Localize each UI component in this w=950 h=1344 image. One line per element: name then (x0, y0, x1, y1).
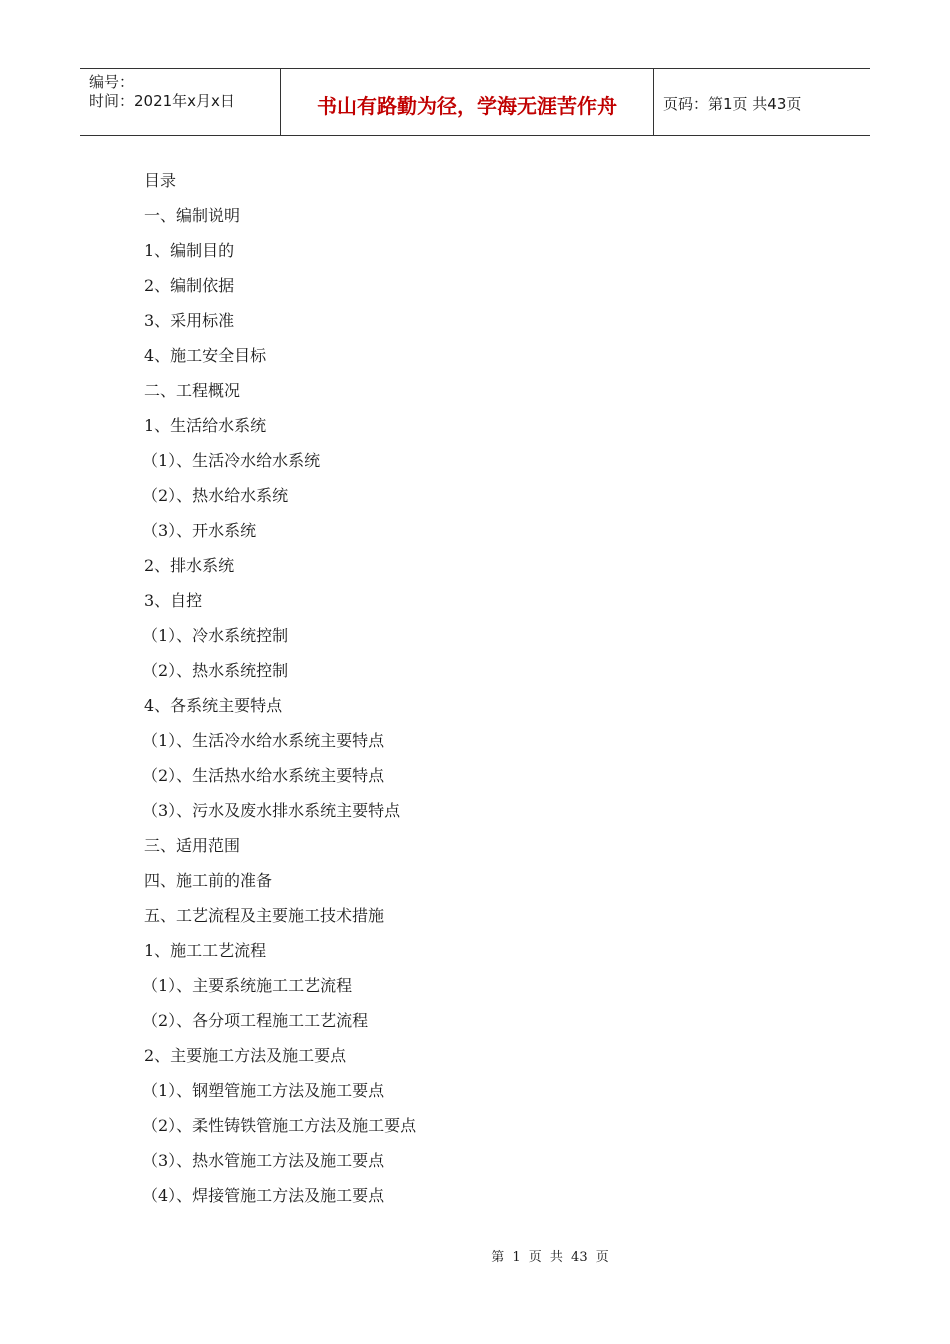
toc-item: （4）、焊接管施工方法及施工要点 (142, 1186, 385, 1205)
toc-title: 目录 (144, 171, 177, 190)
document-date: 时间：2021年x月x日 (89, 92, 235, 110)
toc-item: 2、排水系统 (144, 556, 235, 575)
toc-item: （2）、热水给水系统 (142, 486, 289, 505)
toc-item: 五、工艺流程及主要施工技术措施 (144, 906, 385, 925)
toc-item: 2、编制依据 (144, 276, 235, 295)
toc-item: （2）、热水系统控制 (142, 661, 289, 680)
toc-item: 四、施工前的准备 (144, 871, 273, 890)
header-page-info: 页码：第1页 共43页 (663, 94, 802, 113)
toc-item: （1）、主要系统施工工艺流程 (142, 976, 353, 995)
toc-item: 1、编制目的 (144, 241, 235, 260)
toc-item: （2）、生活热水给水系统主要特点 (142, 766, 385, 785)
header-meta (80, 69, 281, 135)
toc-item: 4、施工安全目标 (144, 346, 267, 365)
toc-item: 3、采用标准 (144, 311, 235, 330)
toc-item: （1）、生活冷水给水系统 (142, 451, 321, 470)
toc-item: （3）、热水管施工方法及施工要点 (142, 1151, 385, 1170)
toc-item: 2、主要施工方法及施工要点 (144, 1046, 347, 1065)
toc-item: 三、适用范围 (144, 836, 241, 855)
header-motto: 书山有路勤为径，学海无涯苦作舟 (281, 69, 654, 135)
toc-item: 3、自控 (144, 591, 203, 610)
toc-item: （3）、污水及废水排水系统主要特点 (142, 801, 401, 820)
toc-item: （2）、柔性铸铁管施工方法及施工要点 (142, 1116, 417, 1135)
page-footer: 第 1 页 共 43 页 (491, 1250, 609, 1265)
toc-item: 二、工程概况 (144, 381, 241, 400)
toc-item: 4、各系统主要特点 (144, 696, 283, 715)
page-header (80, 68, 870, 136)
toc-item: （3）、开水系统 (142, 521, 257, 540)
toc-item: （1）、冷水系统控制 (142, 626, 289, 645)
toc-item: （1）、钢塑管施工方法及施工要点 (142, 1081, 385, 1100)
toc-item: （1）、生活冷水给水系统主要特点 (142, 731, 385, 750)
document-number-label: 编号： (89, 73, 135, 91)
toc-item: 一、编制说明 (144, 206, 241, 225)
toc-item: 1、生活给水系统 (144, 416, 267, 435)
toc-item: （2）、各分项工程施工工艺流程 (142, 1011, 369, 1030)
toc-item: 1、施工工艺流程 (144, 941, 267, 960)
table-of-contents (144, 163, 416, 1213)
